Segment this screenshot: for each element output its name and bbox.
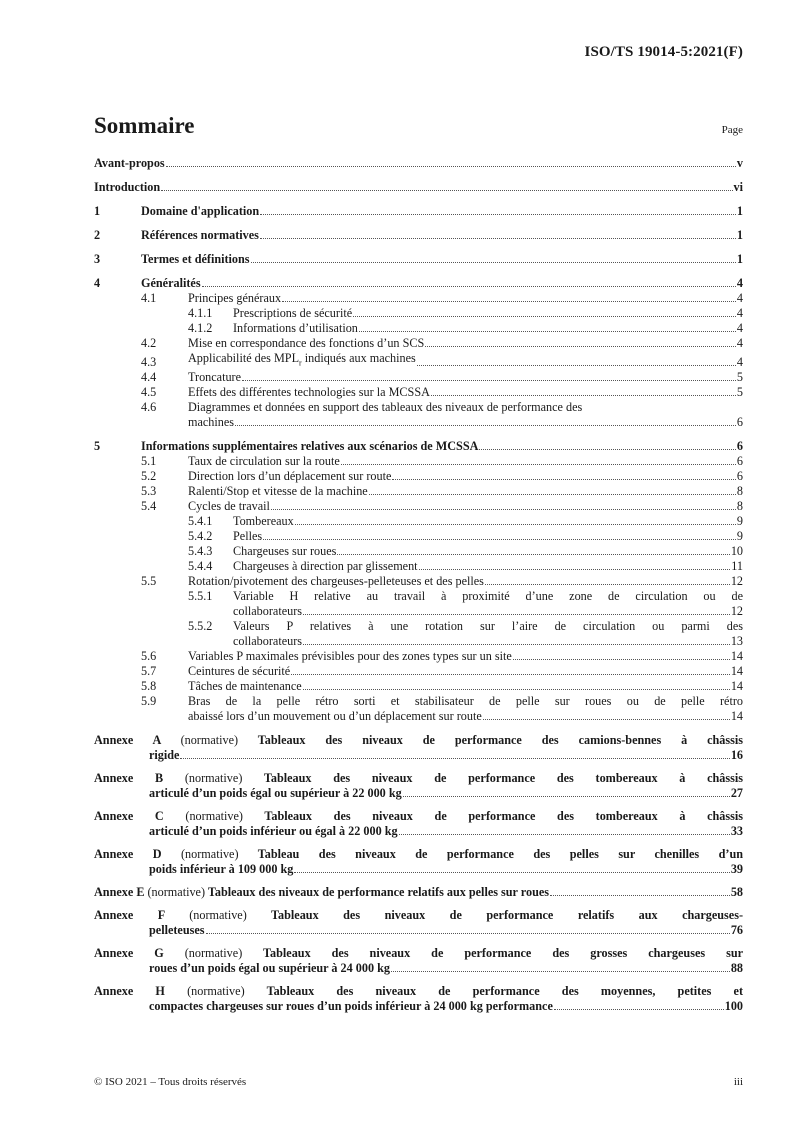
toc-page-number: 9 [736, 529, 743, 544]
toc-entry-4-1-2[interactable] [94, 321, 743, 336]
section-number: 5.7 [141, 664, 157, 679]
leader-dots [403, 796, 730, 797]
copyright-notice: © ISO 2021 – Tous droits réservés [94, 1076, 247, 1088]
toc-page-number: 8 [736, 499, 743, 514]
section-number: 2 [94, 228, 101, 242]
annex-title: Tableaux des niveaux de performance relatifs aux pelles sur roues [207, 885, 550, 900]
annex-title: Tableaux des niveaux de performance des tombereaux à châssis [263, 771, 743, 786]
section-number: 5.5.2 [188, 619, 213, 634]
leader-dots [417, 365, 736, 366]
annex-title-continued: compactes chargeuses sur roues d’un poids inférieur à 24 000 kg performance [149, 999, 553, 1014]
toc-entry-5-4-2[interactable] [94, 529, 743, 544]
toc-page-number: 9 [736, 514, 743, 529]
toc-page-number: 12 [730, 574, 743, 589]
toc-entry-5-1[interactable] [94, 454, 743, 469]
annex-title: Tableaux des niveaux de performance des moyennes, petites et [266, 984, 744, 999]
toc-entry-section-5[interactable] [94, 439, 743, 454]
toc-entry-text: Domaine d'application [141, 204, 260, 218]
toc-entry-section-1[interactable] [94, 204, 743, 219]
annex-title-continued: articulé d’un poids inférieur ou égal à 22 000 kg [149, 824, 398, 839]
toc-page-number: 5 [736, 370, 743, 385]
annex-title: Tableaux des niveaux de performance relatifs aux chargeuses- [271, 908, 743, 923]
section-number: 5.8 [141, 679, 157, 694]
toc-entry-5-9[interactable] [94, 694, 743, 724]
toc-entry-text: Ceintures de sécurité [188, 664, 291, 679]
toc-entry-text-continued: collaborateurs [233, 604, 303, 619]
annex-label: Annexe A [94, 733, 161, 748]
annex-title: Tableau des niveaux de performance des pelles sur chenilles d’un [257, 847, 744, 862]
annex-type: (normative) [184, 946, 243, 961]
toc-entry-annex-h[interactable] [94, 984, 743, 1014]
leader-dots [513, 659, 730, 660]
section-number: 4.6 [141, 400, 157, 415]
toc-entry-5-3[interactable] [94, 484, 743, 499]
toc-page-number: 4 [736, 306, 743, 320]
toc-entry-text: Direction lors d’un déplacement sur route [188, 469, 392, 484]
toc-entry-introduction[interactable] [94, 180, 743, 195]
annex-type: (normative) [181, 847, 239, 862]
annex-label: Annexe G [94, 946, 164, 961]
leader-dots [303, 614, 730, 615]
toc-entry-text [188, 351, 416, 370]
toc-entry-annex-e[interactable] [94, 885, 743, 900]
section-number: 5.2 [141, 469, 157, 484]
toc-entry-4-5[interactable] [94, 385, 743, 400]
leader-dots [431, 395, 736, 396]
page-column-label: Page [721, 124, 743, 136]
toc-page-number: vi [733, 180, 743, 194]
leader-dots [294, 872, 729, 873]
toc-entry-text: Informations supplémentaires relatives aux scénarios de MCSSA [141, 439, 479, 454]
toc-entry-text: Références normatives [141, 228, 259, 242]
annex-label: Annexe D [94, 847, 162, 862]
toc-entry-text: Informations d’utilisation [233, 321, 358, 335]
section-number: 1 [94, 204, 101, 218]
toc-page-number: 6 [736, 469, 743, 484]
toc-entry-text: Ralenti/Stop et vitesse de la machine [188, 484, 368, 499]
section-number: 4.1 [141, 291, 157, 305]
toc-entry-annex-d[interactable] [94, 847, 743, 877]
toc-page-number: 6 [736, 415, 743, 430]
leader-dots [242, 380, 736, 381]
toc-entry-text: Valeurs P relatives à une rotation sur l’aire de circulation ou parmi des [233, 619, 743, 634]
leader-dots [260, 238, 736, 239]
annex-type: (normative) [189, 908, 247, 923]
toc-entry-5-5[interactable] [94, 574, 743, 589]
leader-dots [235, 425, 736, 426]
toc-page-number: 58 [730, 885, 743, 900]
section-number: 4 [94, 276, 101, 290]
leader-dots [554, 1009, 724, 1010]
toc-entry-5-5-1[interactable] [94, 589, 743, 619]
toc-entry-5-6[interactable] [94, 649, 743, 664]
toc-entry-4-4[interactable] [94, 370, 743, 385]
annex-type: (normative) [187, 984, 245, 999]
toc-page-number: 27 [730, 786, 743, 801]
toc-entry-text: Chargeuses à direction par glissement [233, 559, 418, 574]
leader-dots [206, 933, 730, 934]
annex-label: Annexe C [94, 809, 164, 824]
toc-entry-text: Pelles [233, 529, 263, 544]
annex-label: Annexe H [94, 984, 165, 999]
toc-entry-annex-b[interactable] [94, 771, 743, 801]
toc-entry-5-4-1[interactable] [94, 514, 743, 529]
toc-page-number: 1 [736, 204, 743, 218]
section-number: 3 [94, 252, 101, 266]
toc-entry-5-4-3[interactable] [94, 544, 743, 559]
toc-entry-text-continued: collaborateurs [233, 634, 303, 649]
toc-entry-annex-g[interactable] [94, 946, 743, 976]
annex-type: (normative) [180, 733, 239, 748]
subscript: r [299, 358, 302, 368]
toc-page-number: 5 [736, 385, 743, 400]
toc-entry-5-8[interactable] [94, 679, 743, 694]
annex-title: Tableaux des niveaux de performance des camions-bennes à châssis [257, 733, 744, 748]
section-number: 5.4.4 [188, 559, 213, 574]
leader-dots [359, 331, 736, 332]
toc-entry-avant-propos[interactable] [94, 156, 743, 171]
toc-entry-text: Troncature [188, 370, 242, 385]
toc-page-number: 4 [736, 291, 743, 305]
toc-page-number: 14 [730, 679, 743, 694]
toc-page-number: 11 [731, 559, 743, 574]
toc-entry-text: Tombereaux [233, 514, 294, 529]
toc-page-number: 10 [730, 544, 743, 559]
toc-page-number: v [736, 156, 743, 170]
toc-page-number: 1 [736, 252, 743, 266]
toc-entry-text: Chargeuses sur roues [233, 544, 337, 559]
leader-dots [425, 346, 736, 347]
leader-dots [282, 301, 736, 302]
section-number: 4.5 [141, 385, 157, 400]
section-number: 4.1.1 [188, 306, 213, 320]
leader-dots [485, 584, 730, 585]
section-number: 5 [94, 439, 101, 454]
annex-title-continued: poids inférieur à 109 000 kg [149, 862, 294, 877]
table-of-contents [94, 156, 743, 1014]
section-number: 5.1 [141, 454, 157, 469]
annex-type: (normative) [184, 771, 243, 786]
toc-entry-4-2[interactable] [94, 336, 743, 351]
toc-entry-text: Effets des différentes technologies sur la MCSSA [188, 385, 430, 400]
toc-title-row [94, 113, 743, 139]
leader-dots [419, 569, 731, 570]
toc-entry-5-4[interactable] [94, 499, 743, 514]
document-code: ISO/TS 19014-5:2021(F) [584, 44, 743, 60]
toc-entry-5-4-4[interactable] [94, 559, 743, 574]
toc-entry-5-2[interactable] [94, 469, 743, 484]
annex-title: Tableaux des niveaux de performance des grosses chargeuses sur [263, 946, 744, 961]
toc-entry-text: Bras de la pelle rétro sorti et stabilisateur de pelle sur roues ou de pelle rétro [188, 694, 743, 709]
section-number: 4.3 [141, 355, 157, 370]
annex-label: Annexe E [94, 885, 145, 900]
toc-entry-section-4[interactable] [94, 276, 743, 291]
toc-page-number: 33 [730, 824, 743, 839]
annex-title-continued: articulé d’un poids égal ou supérieur à 22 000 kg [149, 786, 402, 801]
toc-page-number: 100 [724, 999, 743, 1014]
leader-dots [251, 262, 736, 263]
toc-page-number: 14 [730, 664, 743, 679]
leader-dots [161, 190, 732, 191]
toc-entry-text: Généralités [141, 276, 201, 290]
page-footer [94, 1076, 743, 1088]
leader-dots [550, 895, 730, 896]
toc-entry-text: Rotation/pivotement des chargeuses-pelleteuses et des pelles [188, 574, 484, 589]
toc-entry-section-2[interactable] [94, 228, 743, 243]
page-title: Sommaire [94, 113, 195, 138]
toc-entry-annex-a[interactable] [94, 733, 743, 763]
leader-dots [180, 758, 729, 759]
toc-entry-text: Prescriptions de sécurité [233, 306, 353, 320]
toc-page-number: 39 [730, 862, 743, 877]
annex-type: (normative) [185, 809, 243, 824]
section-number: 5.4.1 [188, 514, 213, 529]
toc-page-number: 6 [736, 454, 743, 469]
leader-dots [271, 509, 736, 510]
page-number: iii [733, 1076, 743, 1088]
toc-entry-text-continued: machines [188, 415, 235, 430]
section-number: 5.3 [141, 484, 157, 499]
section-number: 4.4 [141, 370, 157, 385]
toc-entry-section-3[interactable] [94, 252, 743, 267]
toc-entry-text: Principes généraux [188, 291, 282, 305]
section-number: 4.1.2 [188, 321, 213, 335]
toc-page-number: 8 [736, 484, 743, 499]
toc-entry-text: Cycles de travail [188, 499, 270, 514]
toc-page-number: 12 [730, 604, 743, 619]
annex-title-continued: roues d’un poids égal ou supérieur à 24 000 kg [149, 961, 390, 976]
leader-dots [479, 449, 735, 450]
annex-label: Annexe F [94, 908, 165, 923]
section-number: 5.5.1 [188, 589, 213, 604]
section-number: 5.4 [141, 499, 157, 514]
annex-title: Tableaux des niveaux de performance des tombereaux à châssis [264, 809, 744, 824]
leader-dots [353, 316, 736, 317]
toc-entry-text: Variables P maximales prévisibles pour des zones types sur un site [188, 649, 512, 664]
toc-entry-4-6[interactable] [94, 400, 743, 430]
leader-dots [341, 464, 736, 465]
toc-page-number: 4 [736, 321, 743, 335]
toc-page-number: 13 [730, 634, 743, 649]
toc-entry-annex-c[interactable] [94, 809, 743, 839]
section-number: 5.4.3 [188, 544, 213, 559]
toc-entry-annex-f[interactable] [94, 908, 743, 938]
toc-page-number: 4 [736, 336, 743, 350]
leader-dots [303, 689, 730, 690]
toc-entry-4-1-1[interactable] [94, 306, 743, 321]
section-number: 5.9 [141, 694, 157, 709]
leader-dots [260, 214, 736, 215]
toc-page-number: 76 [730, 923, 743, 938]
toc-entry-5-7[interactable] [94, 664, 743, 679]
toc-page-number: 1 [736, 228, 743, 242]
leader-dots [166, 166, 736, 167]
toc-entry-text: Tâches de maintenance [188, 679, 302, 694]
toc-entry-text: Termes et définitions [141, 252, 250, 266]
toc-page-number: 14 [730, 709, 743, 724]
leader-dots [263, 539, 736, 540]
toc-entry-4-3[interactable] [94, 351, 743, 370]
toc-page-number: 6 [736, 439, 743, 454]
section-number: 5.6 [141, 649, 157, 664]
leader-dots [391, 971, 730, 972]
toc-page-number: 4 [736, 355, 743, 370]
annex-label: Annexe B [94, 771, 164, 786]
section-number: 4.2 [141, 336, 157, 350]
toc-entry-4-1[interactable] [94, 291, 743, 306]
leader-dots [337, 554, 729, 555]
toc-entry-text: Taux de circulation sur la route [188, 454, 340, 469]
toc-text-part: Applicabilité des MPL [188, 351, 300, 365]
section-number: 5.4.2 [188, 529, 213, 544]
leader-dots [392, 479, 736, 480]
toc-page-number: 88 [730, 961, 743, 976]
toc-entry-5-5-2[interactable] [94, 619, 743, 649]
toc-entry-text: Mise en correspondance des fonctions d’un SCS [188, 336, 425, 350]
toc-page-number: 16 [730, 748, 743, 763]
leader-dots [291, 674, 730, 675]
toc-entry-text-continued: abaissé lors d’un mouvement ou d’un déplacement sur route [188, 709, 482, 724]
toc-entry-text: Variable H relative au travail à proximité d’une zone de circulation ou de [233, 589, 743, 604]
leader-dots [483, 719, 730, 720]
annex-type: (normative) [147, 885, 206, 900]
section-number: 5.5 [141, 574, 157, 589]
annex-title-continued: pelleteuses [149, 923, 205, 938]
annex-title-continued: rigide [149, 748, 180, 763]
leader-dots [295, 524, 736, 525]
leader-dots [399, 834, 730, 835]
toc-page-number: 14 [730, 649, 743, 664]
toc-entry-text: Diagrammes et données en support des tableaux des niveaux de performance des [188, 400, 583, 415]
toc-entry-text: Introduction [94, 180, 161, 194]
toc-entry-text: Avant-propos [94, 156, 165, 170]
leader-dots [202, 286, 736, 287]
leader-dots [303, 644, 730, 645]
leader-dots [369, 494, 736, 495]
toc-page-number: 4 [736, 276, 743, 290]
toc-text-part: indiqués aux machines [301, 351, 416, 365]
